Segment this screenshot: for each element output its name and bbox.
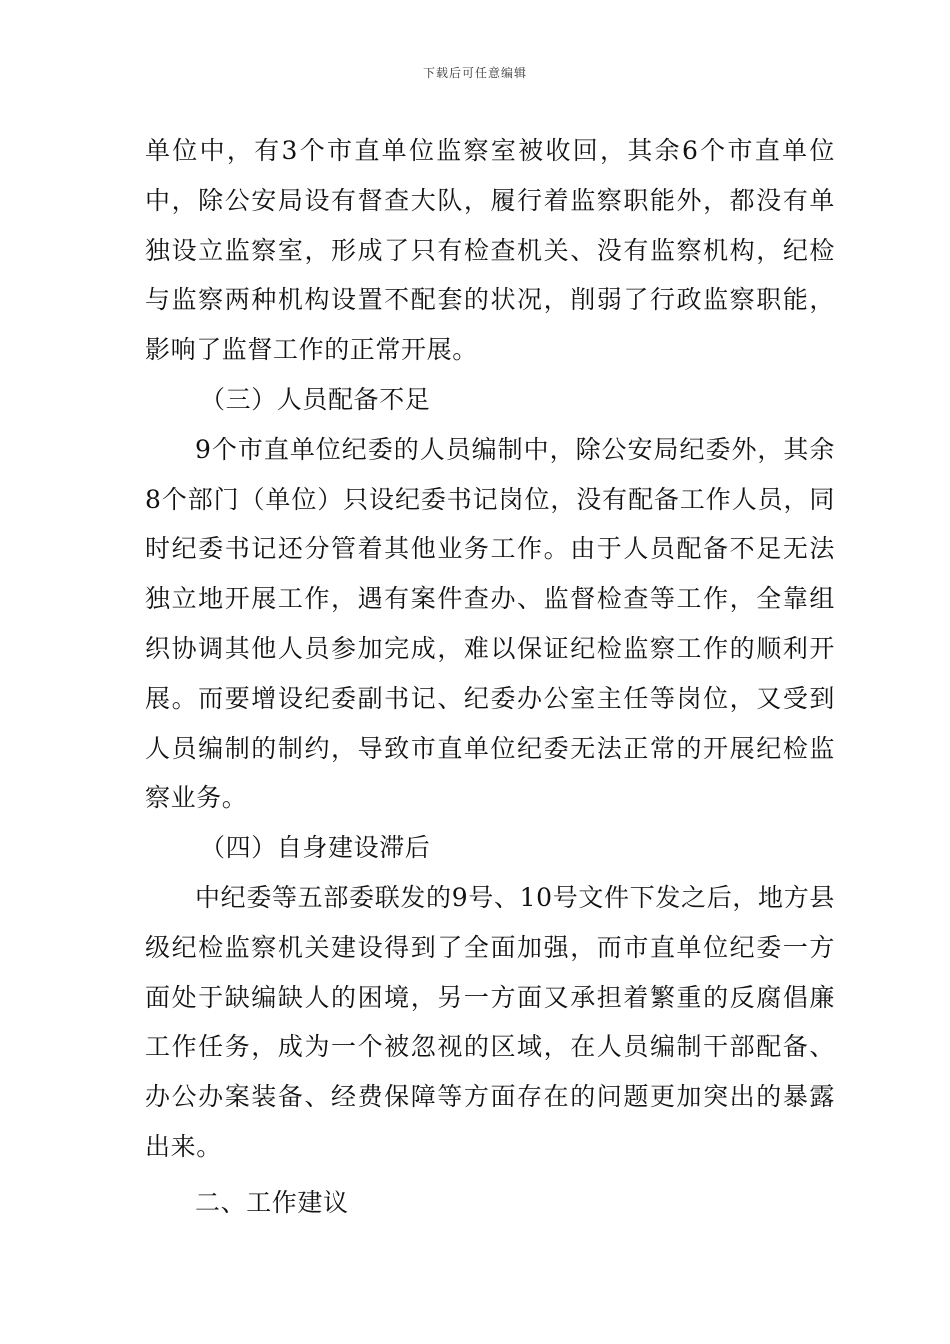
page-header-note: 下载后可任意编辑: [422, 66, 527, 80]
paragraph-self-building: 中纪委等五部委联发的9号、10号文件下发之后，地方县级纪检监察机关建设得到了全面加强，而市直单位纪委一方面处于缺编缺人的困境，另一方面又承担着繁重的反腐倡廉工作任务，成为一个被忽视的区域，在人员编制干部配备、办公办案装备、经费保障等方面存在的问题更加突出的暴露出来。: [145, 882, 835, 1161]
paragraph-continuation: 单位中，有3个市直单位监察室被收回，其余6个市直单位中，除公安局设有督查大队，履行着监察职能外，都没有单独设立监察室，形成了只有检查机关、没有监察机构，纪检与监察两种机构设置不配套的状况，削弱了行政监察职能，影响了监督工作的正常开展。: [145, 136, 835, 365]
section-heading-suggestions: 二、工作建议: [195, 1187, 349, 1217]
section-heading-self-building: （四）自身建设滞后: [200, 833, 431, 863]
paragraph-staffing: 9个市直单位纪委的人员编制中，除公安局纪委外，其余8个部门（单位）只设纪委书记岗位，没有配备工作人员，同时纪委书记还分管着其他业务工作。由于人员配备不足无法独立地开展工作，遇有案件查办、监督检查等工作，全靠组织协调其他人员参加完成，难以保证纪检监察工作的顺利开展。而要增设纪委副书记、纪委办公室主任等岗位，又受到人员编制的制约，导致市直单位纪委无法正常的开展纪检监察业务。: [145, 434, 835, 813]
document-body: [145, 126, 835, 1228]
section-heading-staffing: （三）人员配备不足: [200, 384, 431, 414]
